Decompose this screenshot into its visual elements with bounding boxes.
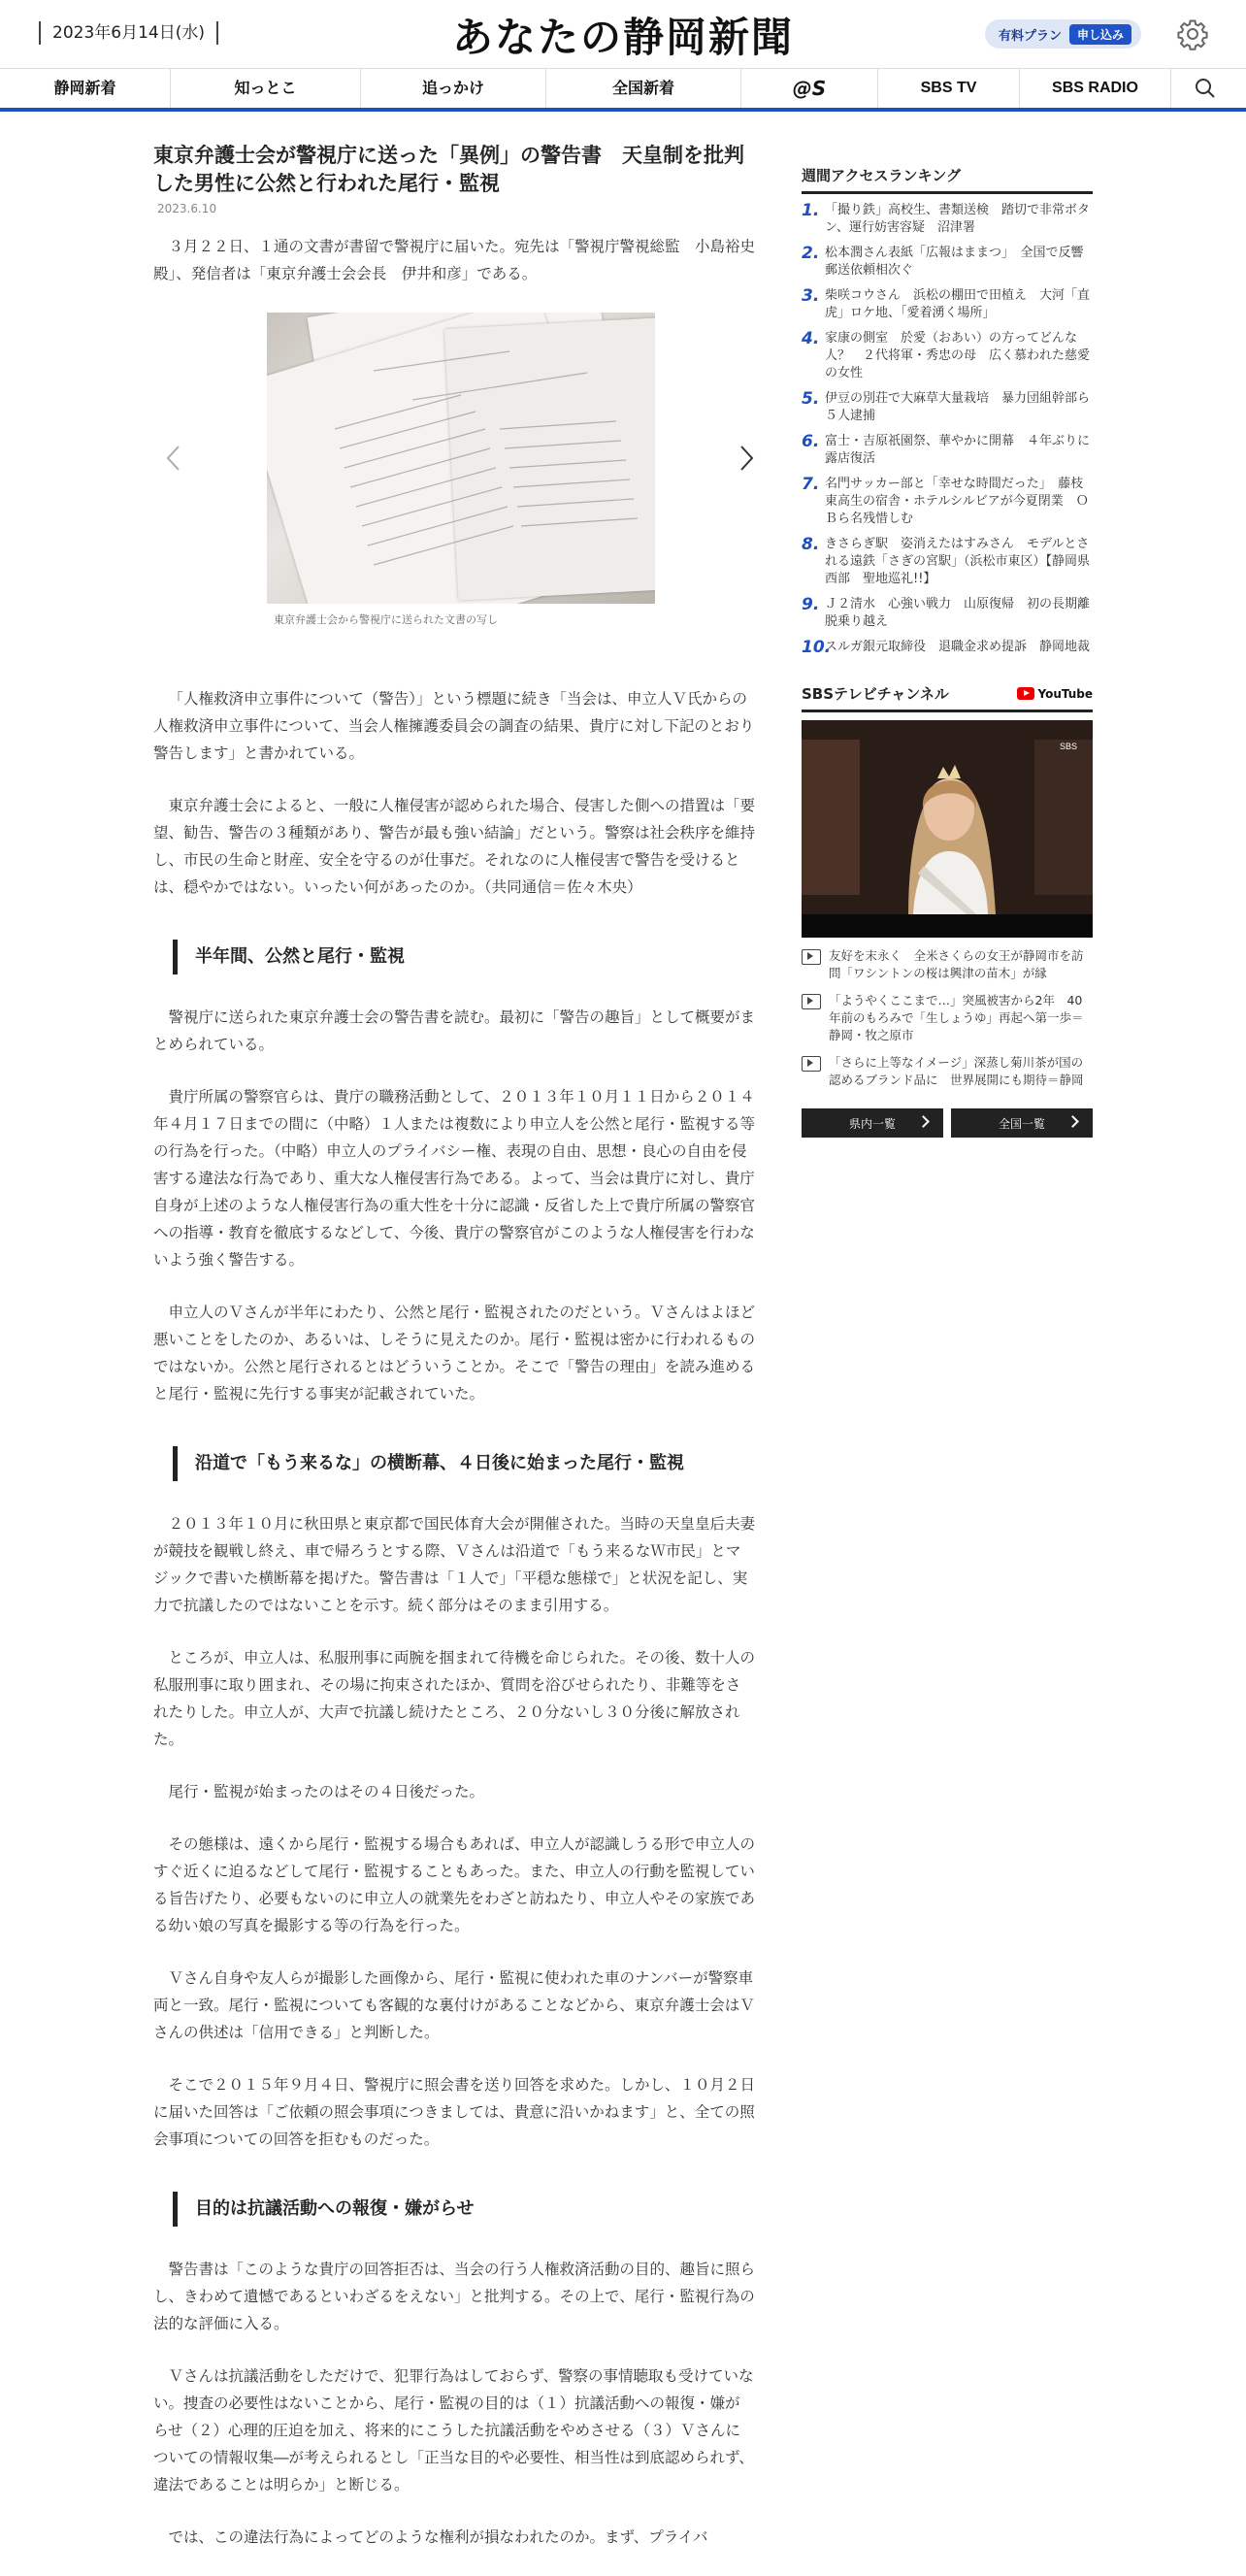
nav-shittoko[interactable]: 知っとこ xyxy=(171,69,361,108)
article-paragraph: その態様は、遠くから尾行・監視する場合もあれば、申立人が認識しうる形で申立人のすぐ近くに迫るなどして尾行・監視することもあった。また、申立人の行動を監視している旨告げたり、必要もないのに申立人の就業先をわざと訪ねたり、申立人やその家族である幼い娘の写真を撮影する等の行為を行った。 xyxy=(153,1835,756,1934)
ranking-item[interactable]: 9. Ｊ２清水 心強い戦力 山原復帰 初の長期離脱乗り越え xyxy=(802,595,1091,629)
ranking-item[interactable]: 8. きさらぎ駅 姿消えたはすみさん モデルとされる遠鉄「さぎの宮駅」（浜松市東区）【静岡県西部 聖地巡礼!!】 xyxy=(802,535,1091,586)
article-paragraph: 警視庁に送られた東京弁護士会の警告書を読む。最初に「警告の趣旨」として概要がまとめられている。 xyxy=(153,1008,756,1053)
video-icon xyxy=(802,949,821,965)
section-heading: 目的は抗議活動への報復・嫌がらせ xyxy=(173,2192,755,2227)
video-item[interactable]: 友好を末永く 全米さくらの女王が静岡市を訪問「ワシントンの桜は興津の苗木」が縁 xyxy=(802,947,1093,982)
video-player[interactable] xyxy=(802,720,1093,938)
video-item[interactable]: 「さらに上等なイメージ」深蒸し菊川茶が国の認めるブランド品に 世界展開にも期待＝静岡 xyxy=(802,1054,1093,1089)
youtube-play-icon xyxy=(1017,687,1034,700)
youtube-logo: YouTube xyxy=(1017,687,1093,701)
ranking-item[interactable]: 7. 名門サッカー部と「幸せな時間だった」 藤枝東高生の宿舎・ホテルシルビアが今夏閉業 ＯＢら名残惜しむ xyxy=(802,475,1089,526)
ranking-list xyxy=(802,201,1097,657)
svg-text:SBS: SBS xyxy=(1060,742,1078,751)
tv-channel-header xyxy=(802,683,1093,712)
nav-shizuoka-new[interactable]: 静岡新着 xyxy=(0,69,171,108)
photo-caption: 東京弁護士会から警視庁に送られた文書の写し xyxy=(274,613,498,626)
article-paragraph: 申立人のＶさんが半年にわたり、公然と尾行・監視されたのだという。Ｖさんはよほど悪いことをしたのか、あるいは、しそうに見えたのか。尾行・監視は密かに行われるものではないか。公然と尾行されるとはどういうことか。そこで「警告の理由」を読み進めると尾行・監視に先行する事実が記載されていた。 xyxy=(153,1304,756,1403)
ranking-item[interactable]: 4. 家康の側室 於愛（おあい）の方ってどんな人？ ２代将軍・秀忠の母 広く慕われた慈愛の女性 xyxy=(802,329,1091,380)
ranking-item[interactable]: 2. 松本潤さん表紙「広報はままつ」 全国で反響 郵送依頼相次ぐ xyxy=(802,244,1097,278)
article-lead: ３月２２日、１通の文書が書留で警視庁に届いた。宛先は「警視庁警視総監 小島裕史殿」、発信者は「東京弁護士会会長 伊井和彦」である。 xyxy=(153,238,756,282)
gallery-next-icon[interactable] xyxy=(736,444,757,473)
video-list-buttons xyxy=(802,1108,1093,1138)
paid-plan-button[interactable] xyxy=(985,19,1141,49)
ranking-item[interactable]: 1. 「撮り鉄」高校生、書類送検 踏切で非常ボタン、運行妨害容疑 沼津署 xyxy=(802,201,1091,235)
photo-gallery xyxy=(153,313,755,604)
chevron-right-icon xyxy=(917,1115,930,1128)
tv-channel-title: SBSテレビチャンネル xyxy=(802,685,949,703)
paid-plan-label: 有料プラン xyxy=(999,28,1063,44)
article-paragraph: そこで２０１５年９月４日、警視庁に照会書を送り回答を求めた。しかし、１０月２日に届いた回答は「ご依頼の照会事項につきましては、貴意に沿いかねます」と、全ての照会事項についての回答を拒むものだった。 xyxy=(153,2076,756,2148)
article-paragraph: ２０１３年１０月に秋田県と東京都で国民体育大会が開催された。当時の天皇皇后夫妻が競技を観戦し終え、車で帰ろうとする際、Ｖさんは沿道で「もう来るなＷ市民」とマジックで書いた横断幕を掲げた。警告書は「１人で」「平穏な態様で」と状況を記し、実力で抗議したのではないことを示す。続く部分はそのまま引用する。 xyxy=(153,1515,756,1614)
article-paragraph: では、この違法行為によってどのような権利が損なわれたのか。まず、プライバ xyxy=(168,2528,708,2546)
search-icon[interactable] xyxy=(1171,69,1239,108)
national-list-button[interactable]: 全国一覧 xyxy=(951,1108,1093,1138)
article-date: 2023.6.10 xyxy=(157,202,217,215)
gallery-prev-icon[interactable] xyxy=(163,444,184,473)
header-date: 2023年6月14日(水) xyxy=(39,21,218,45)
local-list-button[interactable]: 県内一覧 xyxy=(802,1108,943,1138)
section-heading: 沿道で「もう来るな」の横断幕、４日後に始まった尾行・監視 xyxy=(173,1446,755,1481)
article-headline: 東京弁護士会が警視庁に送った「異例」の警告書 天皇制を批判した男性に公然と行われた尾行・監視 xyxy=(153,144,744,195)
ranking-title: 週間アクセスランキング xyxy=(802,165,1093,194)
nav-okkake[interactable]: 追っかけ xyxy=(361,69,546,108)
article-paragraph: 貴庁所属の警察官らは、貴庁の職務活動として、２０１３年１０月１１日から２０１４年４月１７日までの間に（中略）１人または複数により申立人を公然と尾行・監視する等の行為を行った。（中略）申立人のプライバシー権、表現の自由、思想・良心の自由を侵害する違法な行為であり、重大な人権侵害行為である。よって、当会は貴庁に対し、貴庁自身が上述のような人権侵害行為の重大性を十分に認識・反省した上で貴庁所属の警察官への指導・教育を徹底するなどして、今後、貴庁の警察官がこのような人権侵害を行わないよう強く警告する。 xyxy=(153,1088,756,1269)
ranking-item[interactable]: 3. 柴咲コウさん 浜松の棚田で田植え 大河「直虎」ロケ地、「愛着湧く場所」 xyxy=(802,286,1091,320)
section-heading: 半年間、公然と尾行・監視 xyxy=(173,940,755,974)
article-paragraph: 尾行・監視が始まったのはその４日後だった。 xyxy=(168,1783,485,1800)
gear-icon[interactable] xyxy=(1176,17,1209,50)
main-nav xyxy=(0,68,1246,112)
video-icon xyxy=(802,994,821,1009)
sidebar xyxy=(802,165,1097,1138)
article-paragraph: 警告書は「このような貴庁の回答拒否は、当会の行う人権救済活動の目的、趣旨に照らし、きわめて遺憾であるといわざるをえない」と批判する。その上で、尾行・監視行為の法的な評価に入る。 xyxy=(153,2261,756,2332)
site-logo[interactable]: あなたの静岡新聞 xyxy=(451,14,794,61)
video-thumbnail xyxy=(802,720,1093,938)
article-paragraph: 「人権救済申立事件について（警告）」という標題に続き「当会は、申立人Ｖ氏からの人権救済申立事件について、当会人権擁護委員会の調査の結果、貴庁に対し下記のとおり警告します」と書かれている。 xyxy=(153,690,755,762)
video-icon xyxy=(802,1056,821,1072)
article xyxy=(153,142,755,2576)
chevron-right-icon xyxy=(1066,1115,1079,1128)
article-paragraph: Ｖさんは抗議活動をしただけで、犯罪行為はしておらず、警察の事情聴取も受けていない。捜査の必要性はないことから、尾行・監視の目的は（１）抗議活動への報復・嫌がらせ（２）心理的圧迫を加え、将来的にこうした抗議活動をやめさせる（３）Ｖさんについての情報収集―が考えられるとし「正当な目的や必要性、相当性は到底認められず、違法であることは明らか」と断じる。 xyxy=(153,2367,754,2493)
nav-sbs-tv[interactable]: SBS TV xyxy=(878,69,1020,108)
article-paragraph: Ｖさん自身や友人らが撮影した画像から、尾行・監視に使われた車のナンバーが警察車両と一致。尾行・監視についても客観的な裏付けがあることなどから、東京弁護士会はＶさんの供述は「信用できる」と判断した。 xyxy=(153,1969,755,2041)
ranking-item[interactable]: 6. 富士・吉原祇園祭、華やかに開幕 ４年ぶりに露店復活 xyxy=(802,432,1091,466)
document-photo xyxy=(267,313,655,604)
nav-sbs-radio[interactable]: SBS RADIO xyxy=(1020,69,1171,108)
site-header xyxy=(0,0,1246,68)
article-paragraph: 東京弁護士会によると、一般に人権侵害が認められた場合、侵害した側への措置は「要望、勧告、警告の３種類があり、警告が最も強い結論」だという。警察は社会秩序を維持し、市民の生命と財産、安全を守るのが仕事だ。それなのに人権侵害で警告を受けるとは、穏やかではない。いったい何があったのか。（共同通信＝佐々木央） xyxy=(153,797,756,896)
ranking-item[interactable]: 10. スルガ銀元取締役 退職金求め提訴 静岡地裁 xyxy=(802,638,1091,657)
video-item[interactable]: 「ようやくここまで…」突風被害から2年 40年前のもろみで「生しょうゆ」再起へ第一歩＝静岡・牧之原市 xyxy=(802,992,1093,1044)
article-paragraph: ところが、申立人は、私服刑事に両腕を掴まれて待機を命じられた。その後、数十人の私服刑事に取り囲まれ、その場に拘束されたほか、質問を浴びせられたり、非難等をされたりした。申立人が、大声で抗議し続けたところ、２０分ないし３０分後に解放された。 xyxy=(153,1649,756,1748)
apply-button[interactable]: 申し込み xyxy=(1069,24,1131,45)
nav-national-new[interactable]: 全国新着 xyxy=(546,69,741,108)
ranking-item[interactable]: 5. 伊豆の別荘で大麻草大量栽培 暴力団組幹部ら５人逮捕 xyxy=(802,389,1091,423)
nav-at-s[interactable]: @S xyxy=(741,69,878,108)
